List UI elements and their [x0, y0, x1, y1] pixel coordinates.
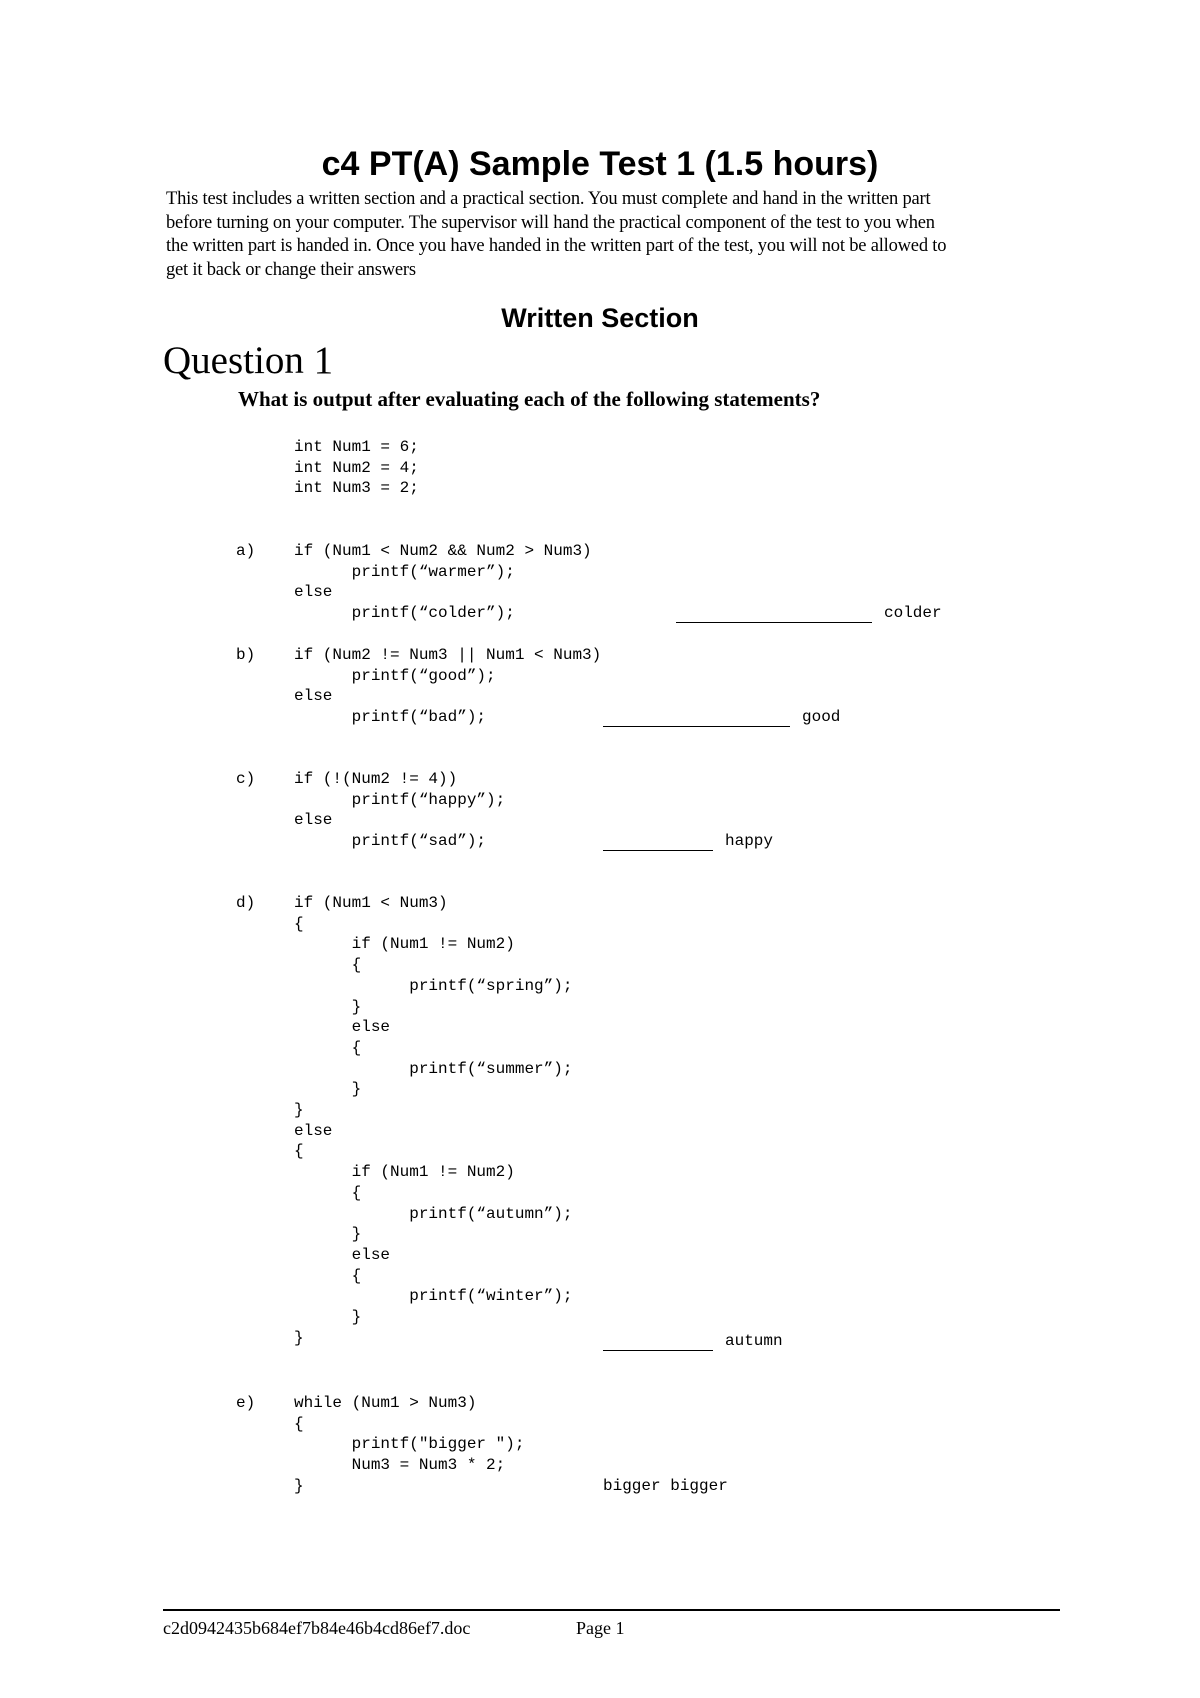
intro-line: get it back or change their answers — [166, 259, 416, 280]
question-code-c: if (!(Num2 != 4)) printf(“happy”); else printf(“sad”); — [294, 770, 506, 851]
question-label-a: a) — [236, 542, 256, 560]
intro-line: This test includes a written section and a practical section. You must complete and hand in the written part — [166, 189, 931, 209]
question-code-d: if (Num1 < Num3) { if (Num1 != Num2) { printf(“spring”); } else { printf(“summer”); } } else { if (Num1 != Num2) { printf(“autumn”); } else { printf(“winter”); } } — [294, 894, 573, 1347]
answer-line-b — [603, 726, 790, 727]
footer-filename: c2d0942435b684ef7b84e46b4cd86ef7.doc — [163, 1618, 471, 1638]
answer-b: good — [802, 708, 841, 726]
answer-line-c — [603, 850, 713, 851]
answer-d: autumn — [725, 1332, 783, 1350]
question-code-b: if (Num2 != Num3 || Num1 < Num3) printf(“good”); else printf(“bad”); — [294, 646, 602, 727]
section-heading: Written Section — [501, 303, 699, 333]
variable-declarations: int Num1 = 6; int Num2 = 4; int Num3 = 2; — [294, 438, 419, 498]
question-code-e: while (Num1 > Num3) { printf("bigger "); Num3 = Num3 * 2; } — [294, 1394, 525, 1495]
footer-page-number: Page 1 — [576, 1618, 625, 1638]
answer-line-a — [676, 622, 872, 623]
answer-a: colder — [884, 604, 942, 622]
intro-paragraph — [166, 188, 1066, 282]
question-prompt: What is output after evaluating each of the following statements? — [238, 387, 821, 411]
answer-e: bigger bigger — [603, 1477, 728, 1495]
footer-rule — [163, 1609, 1060, 1611]
intro-line: the written part is handed in. Once you have handed in the written part of the test, you will not be allowed to — [166, 236, 947, 256]
answer-line-d — [603, 1350, 713, 1351]
page-title: c4 PT(A) Sample Test 1 (1.5 hours) — [321, 145, 879, 183]
question-label-c: c) — [236, 770, 256, 788]
question-heading: Question 1 — [163, 339, 334, 382]
intro-line: before turning on your computer. The supervisor will hand the practical component of the test to you when — [166, 212, 935, 233]
answer-c: happy — [725, 832, 774, 850]
question-label-b: b) — [236, 646, 256, 664]
question-label-d: d) — [236, 894, 256, 912]
question-label-e: e) — [236, 1394, 256, 1412]
question-code-a: if (Num1 < Num2 && Num2 > Num3) printf(“warmer”); else printf(“colder”); — [294, 542, 592, 623]
